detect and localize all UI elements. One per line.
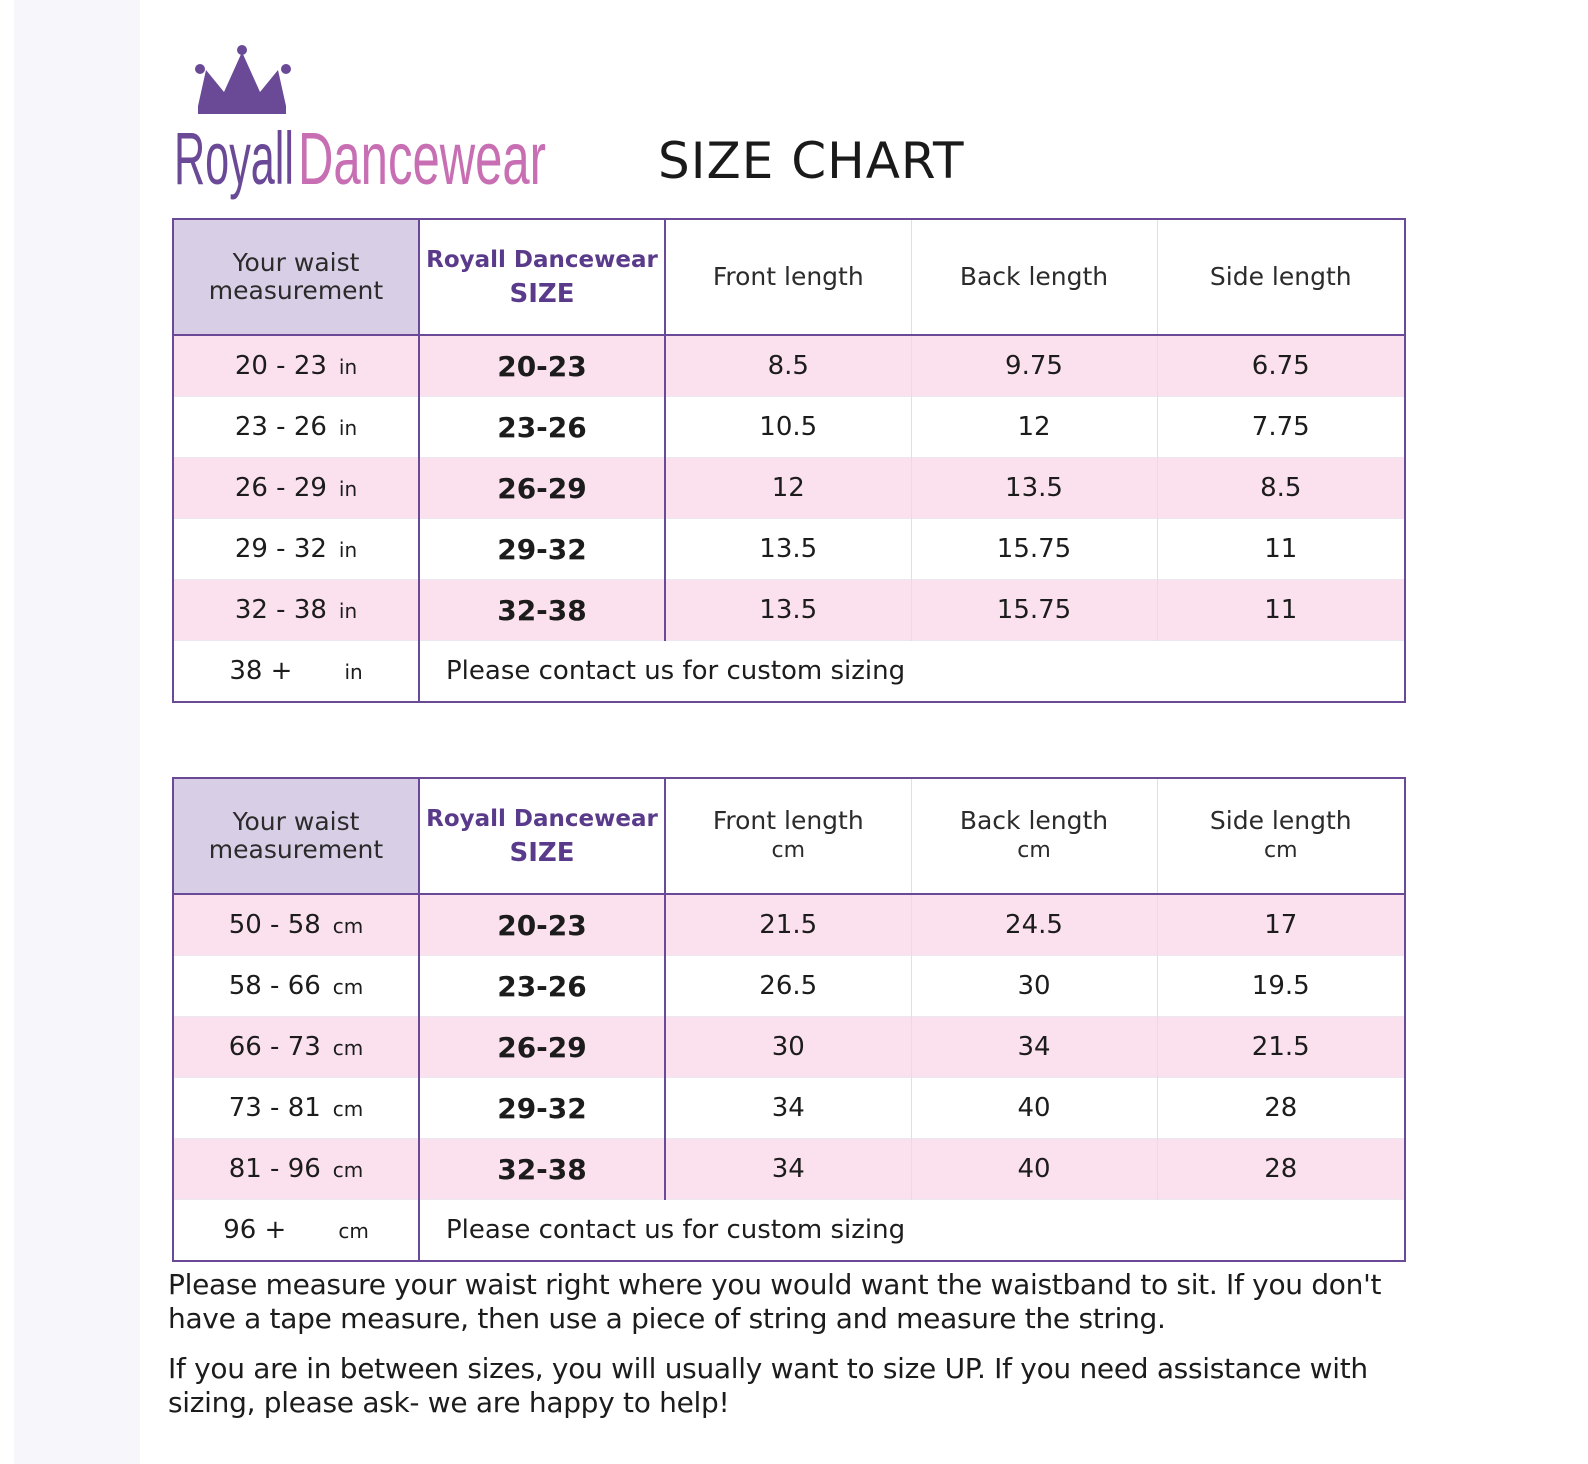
size-cell: 23-26 [419,956,665,1017]
waist-cell [173,1139,419,1200]
waist-range: 96 + [223,1215,287,1245]
waist-unit: in [338,416,358,440]
header-back-label: Back length [959,806,1109,835]
front-length-cell: 26.5 [665,956,911,1017]
back-length-cell: 30 [911,956,1157,1017]
waist-cell [173,641,419,703]
waist-range: 20 - 23 [234,351,327,381]
size-cell: 20-23 [419,894,665,956]
header-back-length [911,778,1157,894]
side-length-cell: 19.5 [1157,956,1405,1017]
back-length-cell: 9.75 [911,335,1157,397]
back-length-cell: 24.5 [911,894,1157,956]
table-row [173,458,1405,519]
header-brand-label: Royall Dancewear [426,806,658,832]
table-header-row [173,778,1405,894]
back-length-cell: 15.75 [911,580,1157,641]
waist-range: 58 - 66 [228,971,321,1001]
front-length-cell: 10.5 [665,397,911,458]
side-length-cell: 7.75 [1157,397,1405,458]
front-length-cell: 13.5 [665,519,911,580]
size-cell: 26-29 [419,1017,665,1078]
header-unit: cm [771,838,806,863]
table-row [173,956,1405,1017]
size-cell: 20-23 [419,335,665,397]
waist-unit: cm [332,914,364,938]
side-length-cell: 21.5 [1157,1017,1405,1078]
back-length-cell: 13.5 [911,458,1157,519]
waist-unit: cm [332,1036,364,1060]
custom-sizing-row [173,1200,1405,1262]
header-front-label: Front length [712,806,864,835]
table-row [173,397,1405,458]
header-waist [173,219,419,335]
front-length-cell: 8.5 [665,335,911,397]
side-length-cell: 11 [1157,519,1405,580]
waist-unit: in [344,660,363,684]
waist-range: 73 - 81 [228,1093,321,1123]
back-length-cell: 12 [911,397,1157,458]
table-row [173,1139,1405,1200]
header-unit: cm [1017,838,1051,863]
front-length-cell: 34 [665,1139,911,1200]
waist-unit: in [338,599,358,623]
table-row [173,580,1405,641]
table-row [173,1078,1405,1139]
logo-royall-text: Royall [174,117,294,200]
sizing-advice: If you are in between sizes, you will usually want to size UP. If you need assistance with sizing, please ask- we are happy to help! [168,1352,1368,1419]
waist-cell [173,397,419,458]
size-cell: 32-38 [419,1139,665,1200]
waist-range: 29 - 32 [234,534,327,564]
side-length-cell: 11 [1157,580,1405,641]
header-side-label: Side length [1209,806,1352,835]
header-brand-size [419,778,665,894]
waist-unit: in [338,355,358,379]
table-row [173,519,1405,580]
back-length-cell: 34 [911,1017,1157,1078]
waist-range: 26 - 29 [234,473,327,503]
header-front-length [665,778,911,894]
waist-cell [173,335,419,397]
header-size-label: SIZE [509,838,575,868]
waist-unit: in [338,538,358,562]
page-margin-strip [14,0,140,1464]
waist-range: 66 - 73 [228,1032,321,1062]
brand-logo [172,44,562,209]
waist-cell [173,894,419,956]
waist-cell [173,519,419,580]
waist-cell [173,580,419,641]
waist-cell [173,1200,419,1262]
waist-unit: cm [338,1219,369,1243]
waist-range: 32 - 38 [234,595,327,625]
front-length-cell: 34 [665,1078,911,1139]
table-row [173,335,1405,397]
header-size-label: SIZE [509,279,575,309]
header-waist-label: Your waist measurement [208,248,384,305]
header-brand-size [419,219,665,335]
front-length-cell: 13.5 [665,580,911,641]
side-length-cell: 17 [1157,894,1405,956]
page-title: SIZE CHART [658,132,965,190]
header-back-length: Back length [911,219,1157,335]
table-header-row [173,219,1405,335]
back-length-cell: 15.75 [911,519,1157,580]
waist-range: 50 - 58 [228,910,321,940]
front-length-cell: 30 [665,1017,911,1078]
size-cell: 29-32 [419,519,665,580]
side-length-cell: 8.5 [1157,458,1405,519]
custom-sizing-row [173,641,1405,703]
side-length-cell: 6.75 [1157,335,1405,397]
size-cell: 29-32 [419,1078,665,1139]
side-length-cell: 28 [1157,1139,1405,1200]
waist-unit: cm [332,1097,364,1121]
waist-cell [173,956,419,1017]
size-cell: 26-29 [419,458,665,519]
custom-sizing-message: Please contact us for custom sizing [419,641,1405,703]
side-length-cell: 28 [1157,1078,1405,1139]
waist-cell [173,1017,419,1078]
front-length-cell: 12 [665,458,911,519]
header-brand-label: Royall Dancewear [426,247,658,273]
header-unit: cm [1263,838,1298,863]
table-row [173,1017,1405,1078]
waist-unit: cm [332,1158,364,1182]
custom-sizing-message: Please contact us for custom sizing [419,1200,1405,1262]
waist-cell [173,1078,419,1139]
size-table-inches [172,218,1406,703]
size-table-centimeters [172,777,1406,1262]
waist-range: 38 + [229,656,293,686]
front-length-cell: 21.5 [665,894,911,956]
header-waist [173,778,419,894]
back-length-cell: 40 [911,1078,1157,1139]
size-cell: 23-26 [419,397,665,458]
waist-unit: in [338,477,358,501]
waist-range: 23 - 26 [234,412,327,442]
waist-range: 81 - 96 [228,1154,321,1184]
waist-unit: cm [332,975,364,999]
size-cell: 32-38 [419,580,665,641]
crown-logo-icon [172,44,562,209]
waist-cell [173,458,419,519]
header-side-length: Side length [1157,219,1405,335]
header-side-length [1157,778,1405,894]
back-length-cell: 40 [911,1139,1157,1200]
logo-dancewear-text: Dancewear [298,117,546,200]
measure-instructions: Please measure your waist right where you would want the waistband to sit. If you don't have a tape measure, then use a piece of string and measure the string. [168,1268,1382,1335]
header-front-length: Front length [665,219,911,335]
header-waist-label: Your waist measurement [208,807,384,864]
table-row [173,894,1405,956]
